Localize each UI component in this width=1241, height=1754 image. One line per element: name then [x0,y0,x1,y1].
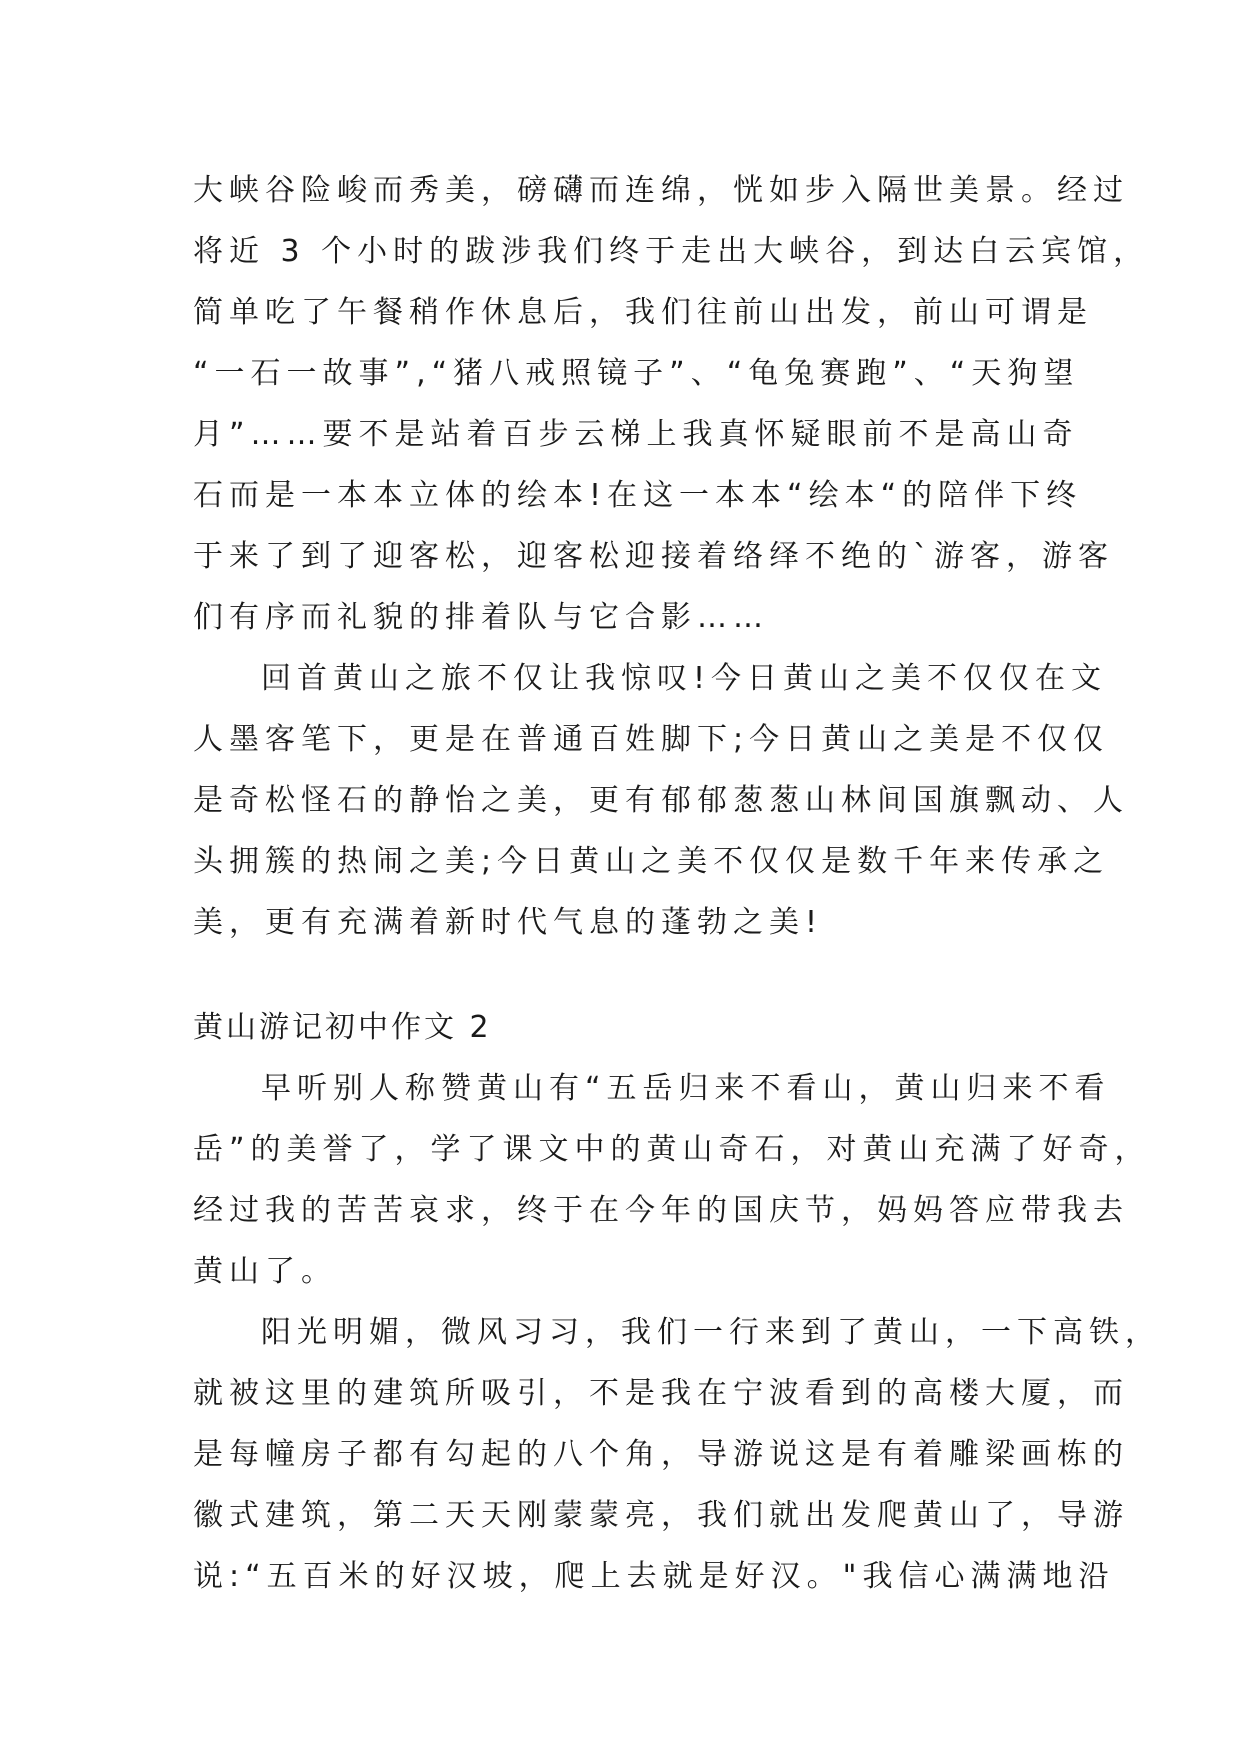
text-line: 美，更有充满着新时代气息的蓬勃之美! [193,905,824,940]
text-line: 月”……要不是站着百步云梯上我真怀疑眼前不是高山奇 [193,417,1079,452]
text-line: 简单吃了午餐稍作休息后，我们往前山出发，前山可谓是 [193,295,1093,330]
text-line: 徽式建筑，第二天天刚蒙蒙亮，我们就出发爬黄山了，导游 [193,1498,1129,1533]
text-line: “一石一故事”,“猪八戒照镜子”、“龟兔赛跑”、“天狗望 [193,356,1080,391]
paragraph-2 [193,648,1129,953]
paragraph-3 [193,1058,1151,1302]
text-line: 就被这里的建筑所吸引，不是我在宁波看到的高楼大厦，而 [193,1376,1129,1411]
paragraph-1 [193,160,1150,648]
text-line: 们有序而礼貌的排着队与它合影…… [193,600,769,635]
text-line: 头拥簇的热闹之美;今日黄山之美不仅仅是数千年来传承之 [193,844,1110,879]
text-line: 将近 3 个小时的跋涉我们终于走出大峡谷，到达白云宾馆， [193,234,1150,269]
text-line: 是每幢房子都有勾起的八个角，导游说这是有着雕梁画栋的 [193,1437,1129,1472]
text-line: 人墨客笔下，更是在普通百姓脚下;今日黄山之美是不仅仅 [193,722,1110,757]
text-line: 石而是一本本立体的绘本!在这一本本“绘本“的陪伴下终 [193,478,1083,513]
section-spacer [193,953,1063,997]
paragraph-4 [193,1302,1161,1607]
section-heading: 黄山游记初中作文 2 [193,1010,492,1045]
text-line: 岳”的美誉了，学了课文中的黄山奇石，对黄山充满了好奇， [193,1132,1151,1167]
text-line: 阳光明媚，微风习习，我们一行来到了黄山，一下高铁， [261,1315,1161,1350]
text-line: 黄山了。 [193,1254,337,1289]
text-line: 早听别人称赞黄山有“五岳归来不看山，黄山归来不看 [261,1071,1111,1106]
text-line: 于来了到了迎客松，迎客松迎接着络绎不绝的`游客，游客 [193,539,1114,574]
text-line: 经过我的苦苦哀求，终于在今年的国庆节，妈妈答应带我去 [193,1193,1129,1228]
text-line: 回首黄山之旅不仅让我惊叹!今日黄山之美不仅仅在文 [261,661,1108,696]
text-line: 是奇松怪石的静怡之美，更有郁郁葱葱山林间国旗飘动、人 [193,783,1129,818]
essay-body [193,160,1161,1607]
text-line: 大峡谷险峻而秀美，磅礴而连绵，恍如步入隔世美景。经过 [193,173,1129,208]
text-line: 说:“五百米的好汉坡，爬上去就是好汉。"我信心满满地沿 [193,1559,1115,1594]
